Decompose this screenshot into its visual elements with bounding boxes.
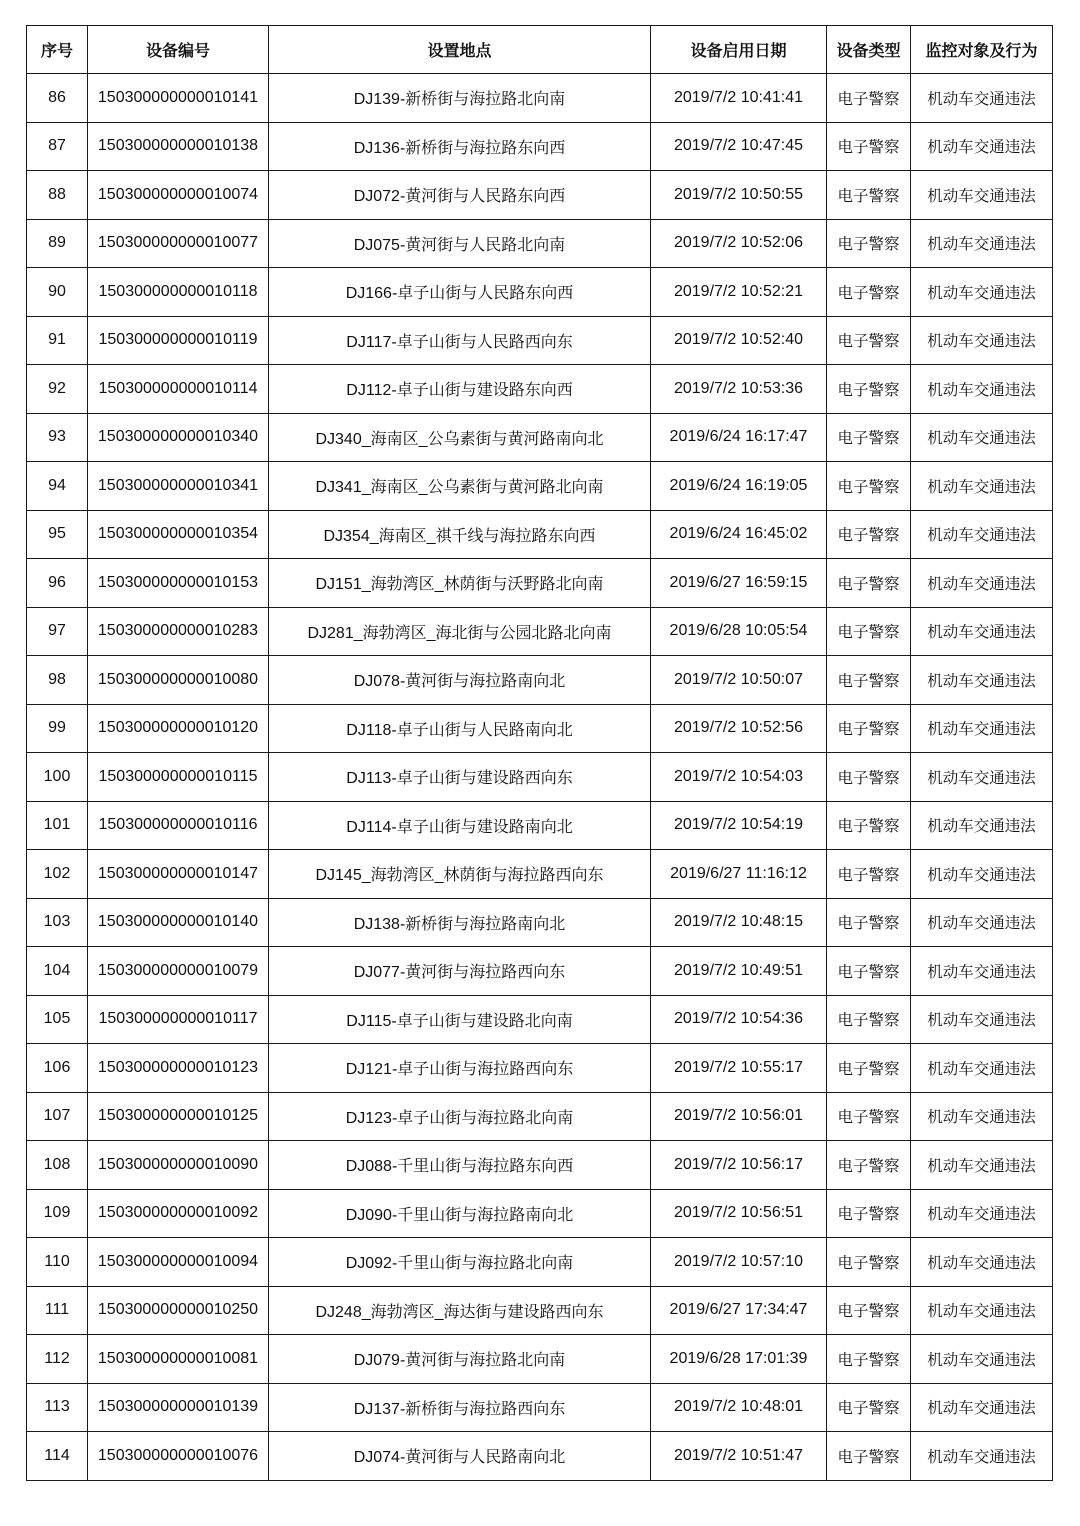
cell-device-id: 150300000000010115 (88, 753, 269, 802)
table-row (27, 947, 1053, 996)
cell-device-type: 电子警察 (827, 704, 911, 753)
cell-location: DJ136-新桥街与海拉路东向西 (269, 122, 651, 171)
cell-device-id: 150300000000010119 (88, 316, 269, 365)
header-monitoring-target: 监控对象及行为 (911, 26, 1053, 74)
cell-device-id: 150300000000010123 (88, 1044, 269, 1093)
cell-location: DJ114-卓子山街与建设路南向北 (269, 801, 651, 850)
cell-activation-date: 2019/6/24 16:17:47 (651, 413, 827, 462)
cell-serial-number: 88 (27, 171, 88, 220)
cell-location: DJ354_海南区_祺千线与海拉路东向西 (269, 510, 651, 559)
cell-device-id: 150300000000010116 (88, 801, 269, 850)
cell-device-id: 150300000000010341 (88, 462, 269, 511)
table-row (27, 413, 1053, 462)
cell-device-id: 150300000000010120 (88, 704, 269, 753)
cell-location: DJ341_海南区_公乌素街与黄河路北向南 (269, 462, 651, 511)
table-row (27, 1238, 1053, 1287)
cell-monitoring-target: 机动车交通违法 (911, 510, 1053, 559)
cell-monitoring-target: 机动车交通违法 (911, 74, 1053, 123)
cell-device-id: 150300000000010141 (88, 74, 269, 123)
cell-monitoring-target: 机动车交通违法 (911, 219, 1053, 268)
cell-device-type: 电子警察 (827, 1286, 911, 1335)
cell-device-type: 电子警察 (827, 898, 911, 947)
cell-location: DJ248_海勃湾区_海达街与建设路西向东 (269, 1286, 651, 1335)
cell-monitoring-target: 机动车交通违法 (911, 1044, 1053, 1093)
cell-monitoring-target: 机动车交通违法 (911, 559, 1053, 608)
cell-serial-number: 89 (27, 219, 88, 268)
cell-activation-date: 2019/7/2 10:54:19 (651, 801, 827, 850)
cell-activation-date: 2019/7/2 10:41:41 (651, 74, 827, 123)
cell-monitoring-target: 机动车交通违法 (911, 171, 1053, 220)
cell-serial-number: 102 (27, 850, 88, 899)
cell-location: DJ112-卓子山街与建设路东向西 (269, 365, 651, 414)
cell-device-type: 电子警察 (827, 947, 911, 996)
cell-monitoring-target: 机动车交通违法 (911, 268, 1053, 317)
cell-device-type: 电子警察 (827, 462, 911, 511)
cell-device-id: 150300000000010080 (88, 656, 269, 705)
table-row (27, 1383, 1053, 1432)
cell-location: DJ075-黄河街与人民路北向南 (269, 219, 651, 268)
cell-device-id: 150300000000010340 (88, 413, 269, 462)
cell-location: DJ115-卓子山街与建设路北向南 (269, 995, 651, 1044)
cell-monitoring-target: 机动车交通违法 (911, 753, 1053, 802)
cell-location: DJ151_海勃湾区_林荫街与沃野路北向南 (269, 559, 651, 608)
cell-device-type: 电子警察 (827, 995, 911, 1044)
table-row (27, 1044, 1053, 1093)
cell-monitoring-target: 机动车交通违法 (911, 1092, 1053, 1141)
cell-serial-number: 99 (27, 704, 88, 753)
cell-serial-number: 107 (27, 1092, 88, 1141)
cell-device-id: 150300000000010090 (88, 1141, 269, 1190)
cell-serial-number: 93 (27, 413, 88, 462)
cell-serial-number: 114 (27, 1432, 88, 1481)
cell-device-type: 电子警察 (827, 1238, 911, 1287)
cell-device-type: 电子警察 (827, 850, 911, 899)
cell-location: DJ121-卓子山街与海拉路西向东 (269, 1044, 651, 1093)
cell-device-type: 电子警察 (827, 1335, 911, 1384)
table-header-row (27, 26, 1053, 74)
cell-device-id: 150300000000010114 (88, 365, 269, 414)
cell-activation-date: 2019/6/24 16:45:02 (651, 510, 827, 559)
cell-device-id: 150300000000010153 (88, 559, 269, 608)
table-row (27, 74, 1053, 123)
cell-serial-number: 113 (27, 1383, 88, 1432)
cell-serial-number: 98 (27, 656, 88, 705)
cell-location: DJ079-黄河街与海拉路北向南 (269, 1335, 651, 1384)
cell-activation-date: 2019/6/27 17:34:47 (651, 1286, 827, 1335)
cell-activation-date: 2019/7/2 10:50:55 (651, 171, 827, 220)
cell-location: DJ092-千里山街与海拉路北向南 (269, 1238, 651, 1287)
cell-activation-date: 2019/7/2 10:54:36 (651, 995, 827, 1044)
cell-location: DJ088-千里山街与海拉路东向西 (269, 1141, 651, 1190)
cell-device-type: 电子警察 (827, 607, 911, 656)
table-row (27, 704, 1053, 753)
cell-monitoring-target: 机动车交通违法 (911, 1383, 1053, 1432)
cell-location: DJ074-黄河街与人民路南向北 (269, 1432, 651, 1481)
cell-monitoring-target: 机动车交通违法 (911, 122, 1053, 171)
cell-device-type: 电子警察 (827, 1383, 911, 1432)
cell-location: DJ166-卓子山街与人民路东向西 (269, 268, 651, 317)
cell-device-id: 150300000000010147 (88, 850, 269, 899)
cell-device-type: 电子警察 (827, 413, 911, 462)
header-serial-number: 序号 (27, 26, 88, 74)
table-row (27, 850, 1053, 899)
cell-location: DJ137-新桥街与海拉路西向东 (269, 1383, 651, 1432)
cell-device-id: 150300000000010139 (88, 1383, 269, 1432)
table-body (27, 74, 1053, 1481)
table-row (27, 1335, 1053, 1384)
cell-monitoring-target: 机动车交通违法 (911, 462, 1053, 511)
cell-monitoring-target: 机动车交通违法 (911, 607, 1053, 656)
cell-device-id: 150300000000010092 (88, 1189, 269, 1238)
table-row (27, 898, 1053, 947)
cell-device-type: 电子警察 (827, 268, 911, 317)
device-table-sheet (26, 25, 1052, 1481)
table-row (27, 656, 1053, 705)
table-row (27, 801, 1053, 850)
table-row (27, 1432, 1053, 1481)
header-device-id: 设备编号 (88, 26, 269, 74)
cell-monitoring-target: 机动车交通违法 (911, 1286, 1053, 1335)
cell-activation-date: 2019/7/2 10:49:51 (651, 947, 827, 996)
cell-location: DJ117-卓子山街与人民路西向东 (269, 316, 651, 365)
cell-device-id: 150300000000010283 (88, 607, 269, 656)
table-row (27, 1141, 1053, 1190)
cell-device-type: 电子警察 (827, 1432, 911, 1481)
cell-serial-number: 101 (27, 801, 88, 850)
cell-serial-number: 97 (27, 607, 88, 656)
device-table (26, 25, 1053, 1481)
cell-location: DJ078-黄河街与海拉路南向北 (269, 656, 651, 705)
table-row (27, 462, 1053, 511)
cell-device-id: 150300000000010140 (88, 898, 269, 947)
cell-device-type: 电子警察 (827, 171, 911, 220)
cell-activation-date: 2019/7/2 10:52:21 (651, 268, 827, 317)
cell-device-type: 电子警察 (827, 559, 911, 608)
cell-serial-number: 92 (27, 365, 88, 414)
cell-monitoring-target: 机动车交通违法 (911, 995, 1053, 1044)
cell-serial-number: 110 (27, 1238, 88, 1287)
cell-serial-number: 103 (27, 898, 88, 947)
header-location: 设置地点 (269, 26, 651, 74)
cell-activation-date: 2019/7/2 10:56:01 (651, 1092, 827, 1141)
cell-device-type: 电子警察 (827, 510, 911, 559)
cell-activation-date: 2019/6/27 16:59:15 (651, 559, 827, 608)
cell-monitoring-target: 机动车交通违法 (911, 898, 1053, 947)
cell-serial-number: 111 (27, 1286, 88, 1335)
cell-device-type: 电子警察 (827, 1141, 911, 1190)
cell-serial-number: 106 (27, 1044, 88, 1093)
cell-location: DJ281_海勃湾区_海北街与公园北路北向南 (269, 607, 651, 656)
cell-monitoring-target: 机动车交通违法 (911, 1189, 1053, 1238)
table-row (27, 559, 1053, 608)
cell-activation-date: 2019/7/2 10:56:51 (651, 1189, 827, 1238)
cell-serial-number: 105 (27, 995, 88, 1044)
cell-serial-number: 94 (27, 462, 88, 511)
cell-location: DJ123-卓子山街与海拉路北向南 (269, 1092, 651, 1141)
cell-serial-number: 86 (27, 74, 88, 123)
table-row (27, 219, 1053, 268)
cell-monitoring-target: 机动车交通违法 (911, 365, 1053, 414)
cell-monitoring-target: 机动车交通违法 (911, 656, 1053, 705)
table-row (27, 1092, 1053, 1141)
table-row (27, 1286, 1053, 1335)
cell-activation-date: 2019/7/2 10:52:56 (651, 704, 827, 753)
header-activation-date: 设备启用日期 (651, 26, 827, 74)
table-row (27, 995, 1053, 1044)
cell-monitoring-target: 机动车交通违法 (911, 1335, 1053, 1384)
cell-monitoring-target: 机动车交通违法 (911, 413, 1053, 462)
cell-device-id: 150300000000010117 (88, 995, 269, 1044)
cell-monitoring-target: 机动车交通违法 (911, 1238, 1053, 1287)
cell-serial-number: 90 (27, 268, 88, 317)
table-row (27, 1189, 1053, 1238)
cell-activation-date: 2019/7/2 10:50:07 (651, 656, 827, 705)
cell-serial-number: 108 (27, 1141, 88, 1190)
cell-activation-date: 2019/7/2 10:51:47 (651, 1432, 827, 1481)
table-row (27, 316, 1053, 365)
cell-device-type: 电子警察 (827, 753, 911, 802)
cell-activation-date: 2019/7/2 10:57:10 (651, 1238, 827, 1287)
table-row (27, 607, 1053, 656)
cell-activation-date: 2019/7/2 10:54:03 (651, 753, 827, 802)
cell-serial-number: 87 (27, 122, 88, 171)
cell-device-type: 电子警察 (827, 219, 911, 268)
cell-monitoring-target: 机动车交通违法 (911, 850, 1053, 899)
cell-device-type: 电子警察 (827, 365, 911, 414)
cell-serial-number: 100 (27, 753, 88, 802)
cell-activation-date: 2019/7/2 10:53:36 (651, 365, 827, 414)
cell-device-id: 150300000000010076 (88, 1432, 269, 1481)
cell-device-type: 电子警察 (827, 1092, 911, 1141)
table-row (27, 171, 1053, 220)
cell-device-type: 电子警察 (827, 1189, 911, 1238)
cell-location: DJ077-黄河街与海拉路西向东 (269, 947, 651, 996)
cell-device-id: 150300000000010074 (88, 171, 269, 220)
table-row (27, 365, 1053, 414)
cell-device-type: 电子警察 (827, 74, 911, 123)
cell-monitoring-target: 机动车交通违法 (911, 1432, 1053, 1481)
cell-monitoring-target: 机动车交通违法 (911, 316, 1053, 365)
cell-monitoring-target: 机动车交通违法 (911, 947, 1053, 996)
cell-activation-date: 2019/6/27 11:16:12 (651, 850, 827, 899)
cell-serial-number: 112 (27, 1335, 88, 1384)
cell-location: DJ138-新桥街与海拉路南向北 (269, 898, 651, 947)
cell-monitoring-target: 机动车交通违法 (911, 801, 1053, 850)
header-device-type: 设备类型 (827, 26, 911, 74)
cell-device-id: 150300000000010354 (88, 510, 269, 559)
cell-location: DJ090-千里山街与海拉路南向北 (269, 1189, 651, 1238)
cell-monitoring-target: 机动车交通违法 (911, 704, 1053, 753)
cell-device-type: 电子警察 (827, 801, 911, 850)
cell-device-id: 150300000000010125 (88, 1092, 269, 1141)
cell-location: DJ145_海勃湾区_林荫街与海拉路西向东 (269, 850, 651, 899)
cell-serial-number: 104 (27, 947, 88, 996)
cell-serial-number: 91 (27, 316, 88, 365)
cell-device-type: 电子警察 (827, 656, 911, 705)
cell-activation-date: 2019/7/2 10:47:45 (651, 122, 827, 171)
cell-device-type: 电子警察 (827, 1044, 911, 1093)
cell-activation-date: 2019/7/2 10:48:01 (651, 1383, 827, 1432)
cell-device-type: 电子警察 (827, 122, 911, 171)
cell-activation-date: 2019/7/2 10:48:15 (651, 898, 827, 947)
cell-serial-number: 96 (27, 559, 88, 608)
cell-activation-date: 2019/6/28 10:05:54 (651, 607, 827, 656)
cell-monitoring-target: 机动车交通违法 (911, 1141, 1053, 1190)
cell-activation-date: 2019/6/24 16:19:05 (651, 462, 827, 511)
cell-device-id: 150300000000010077 (88, 219, 269, 268)
cell-location: DJ072-黄河街与人民路东向西 (269, 171, 651, 220)
cell-location: DJ340_海南区_公乌素街与黄河路南向北 (269, 413, 651, 462)
table-row (27, 510, 1053, 559)
cell-device-id: 150300000000010094 (88, 1238, 269, 1287)
cell-serial-number: 95 (27, 510, 88, 559)
cell-device-id: 150300000000010250 (88, 1286, 269, 1335)
cell-location: DJ118-卓子山街与人民路南向北 (269, 704, 651, 753)
cell-activation-date: 2019/7/2 10:52:06 (651, 219, 827, 268)
table-row (27, 122, 1053, 171)
cell-device-id: 150300000000010079 (88, 947, 269, 996)
cell-device-id: 150300000000010138 (88, 122, 269, 171)
cell-activation-date: 2019/7/2 10:55:17 (651, 1044, 827, 1093)
cell-activation-date: 2019/7/2 10:52:40 (651, 316, 827, 365)
cell-device-type: 电子警察 (827, 316, 911, 365)
cell-location: DJ139-新桥街与海拉路北向南 (269, 74, 651, 123)
cell-activation-date: 2019/7/2 10:56:17 (651, 1141, 827, 1190)
cell-device-id: 150300000000010081 (88, 1335, 269, 1384)
table-row (27, 268, 1053, 317)
table-row (27, 753, 1053, 802)
cell-activation-date: 2019/6/28 17:01:39 (651, 1335, 827, 1384)
cell-serial-number: 109 (27, 1189, 88, 1238)
cell-location: DJ113-卓子山街与建设路西向东 (269, 753, 651, 802)
cell-device-id: 150300000000010118 (88, 268, 269, 317)
